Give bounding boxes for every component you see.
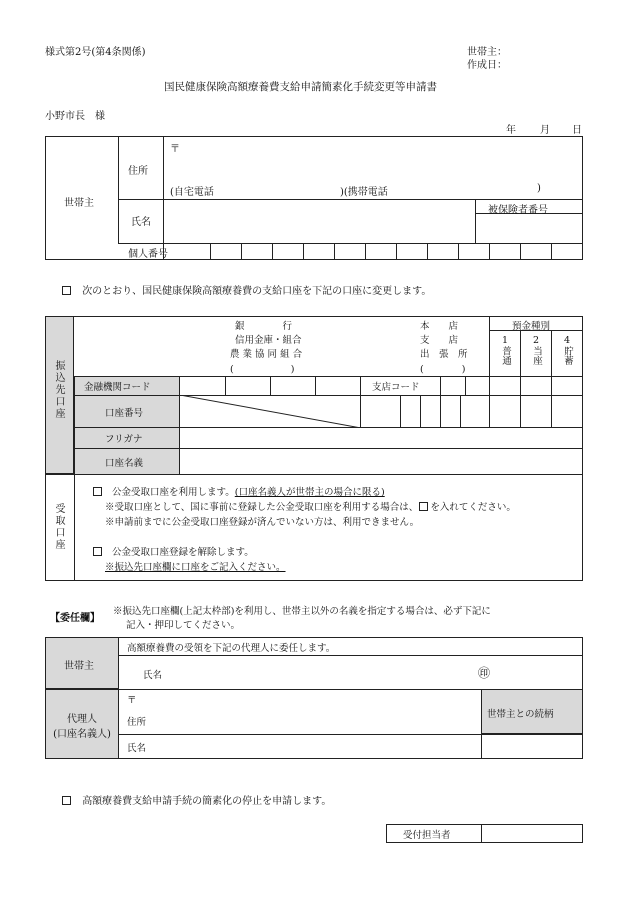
account-holder-label: 口座名義 (105, 458, 144, 469)
insured-number-label: 被保険者番号 (488, 205, 548, 216)
branch-line-3: 出 張 所 (420, 349, 468, 360)
branch-line-1: 本 店 (420, 321, 459, 332)
change-account-row[interactable] (61, 282, 431, 297)
furigana-field[interactable] (181, 428, 582, 447)
bank-line-2: 信用金庫・組合 (235, 335, 302, 346)
deposit-type-ordinary[interactable]: 1 普通 (500, 335, 511, 365)
bank-name-field[interactable] (80, 320, 220, 372)
relationship-field[interactable] (482, 735, 582, 757)
bank-line-1: 銀 行 (235, 321, 293, 332)
insured-number-field[interactable] (478, 215, 580, 241)
branch-code-field[interactable] (441, 377, 488, 394)
bank-line-3: 農 業 協 同 組 合 (230, 349, 303, 360)
applicant-table (45, 136, 583, 260)
postal-mark: 〒 (170, 144, 180, 155)
delegation-agent-label: 代理人 (口座名義人) (53, 714, 111, 740)
agent-name-label: 氏名 (127, 743, 147, 754)
name-label: 氏名 (131, 217, 151, 228)
agent-postal-mark: 〒 (127, 695, 137, 706)
account-number-extra-field[interactable] (490, 396, 582, 426)
date-month: 月 (540, 125, 550, 136)
head-name-label: 氏名 (143, 670, 163, 681)
page-title: 国民健康保険高額療養費支給申請簡素化手続変更等申請書 (164, 81, 437, 93)
stop-row[interactable] (61, 792, 331, 807)
cancel-public-account-checkbox[interactable] (93, 547, 102, 556)
seal-mark: ㊞ (478, 666, 491, 680)
account-holder-field[interactable] (181, 449, 582, 473)
household-head-header: 世帯主： (467, 47, 507, 58)
use-public-account-note: (口座名義人が世帯主の場合に限る) (234, 487, 385, 498)
branch-name-field[interactable] (345, 320, 415, 372)
use-public-account-checkbox[interactable] (93, 487, 102, 496)
address-label: 住所 (128, 166, 148, 177)
change-account-statement: 次のとおり、国民健康保険高額療養費の支給口座を下記の口座に変更します。 (82, 286, 432, 297)
checkmark-icon (419, 502, 428, 511)
agent-address-field[interactable] (160, 692, 475, 730)
delegation-note-line-1: ※振込先口座欄(上記太枠部)を利用し、世帯主以外の名義を指定する場合は、必ず下記に (113, 606, 491, 617)
furigana-label: フリガナ (105, 434, 143, 445)
cancel-public-account-row[interactable] (92, 544, 254, 558)
stop-checkbox[interactable] (62, 796, 71, 805)
delegation-label: 【委任欄】 (50, 613, 100, 624)
bank-code-field[interactable] (181, 377, 359, 394)
name-field[interactable] (170, 203, 470, 239)
account-number-field[interactable] (361, 396, 488, 426)
addressee: 小野市長 様 (45, 111, 105, 122)
branch-line-2: 支 店 (420, 335, 459, 346)
date-year: 年 (506, 125, 516, 136)
account-number-label: 口座番号 (105, 408, 144, 419)
phone-close-paren: ) (537, 183, 541, 194)
receptionist-label: 受付担当者 (403, 830, 451, 841)
public-account-side-label: 受取口座 (53, 503, 64, 551)
bank-side-label: 振込先口座 (53, 360, 64, 420)
relationship-label: 世帯主との続柄 (487, 709, 554, 720)
cancel-public-account-note: ※振込先口座欄に口座をご記入ください。 (105, 562, 286, 573)
account-number-diagonal (180, 395, 361, 428)
home-phone-label: (自宅電話 (170, 187, 214, 198)
public-account-note-1: ※受取口座として、国に事前に登録した公金受取口座を利用する場合は、 を入れてください。 (105, 502, 516, 513)
date-day: 日 (572, 125, 582, 136)
form-number: 様式第2号(第4条関係) (45, 47, 146, 58)
use-public-account-row[interactable] (92, 484, 385, 498)
mobile-phone-label: )(携帯電話 (340, 187, 388, 198)
applicant-section-label: 世帯主 (64, 198, 94, 209)
cancel-public-account-label: 公金受取口座登録を解除します。 (112, 547, 254, 558)
deposit-type-checking[interactable]: 2 当座 (531, 335, 542, 365)
delegation-head-label: 世帯主 (64, 661, 94, 672)
delegation-note-line-2: 記入・押印してください。 (126, 620, 241, 631)
my-number-label: 個人番号 (128, 249, 168, 260)
deposit-type-savings[interactable]: 4 貯蓄 (562, 335, 573, 365)
bank-line-4: ( ) (230, 364, 295, 375)
head-name-field[interactable] (170, 658, 470, 686)
my-number-field[interactable] (211, 244, 582, 259)
change-account-checkbox[interactable] (62, 286, 71, 295)
created-date-header: 作成日： (467, 60, 507, 71)
address-field[interactable] (170, 160, 470, 176)
deposit-type-label: 預金種別 (512, 321, 551, 332)
receptionist-field[interactable] (482, 825, 582, 842)
agent-name-field[interactable] (160, 736, 475, 757)
public-account-note-2: ※申請前までに公金受取口座登録が済んでいない方は、利用できません。 (105, 517, 420, 528)
delegate-statement: 高額療養費の受領を下記の代理人に委任します。 (127, 643, 336, 654)
branch-code-label: 支店コード (372, 382, 420, 393)
stop-statement: 高額療養費支給申請手続の簡素化の停止を申請します。 (82, 796, 332, 807)
branch-line-4: ( ) (420, 364, 466, 375)
bank-code-label: 金融機関コード (84, 382, 151, 393)
use-public-account-label: 公金受取口座を利用します。 (112, 487, 235, 498)
agent-address-label: 住所 (127, 717, 147, 728)
